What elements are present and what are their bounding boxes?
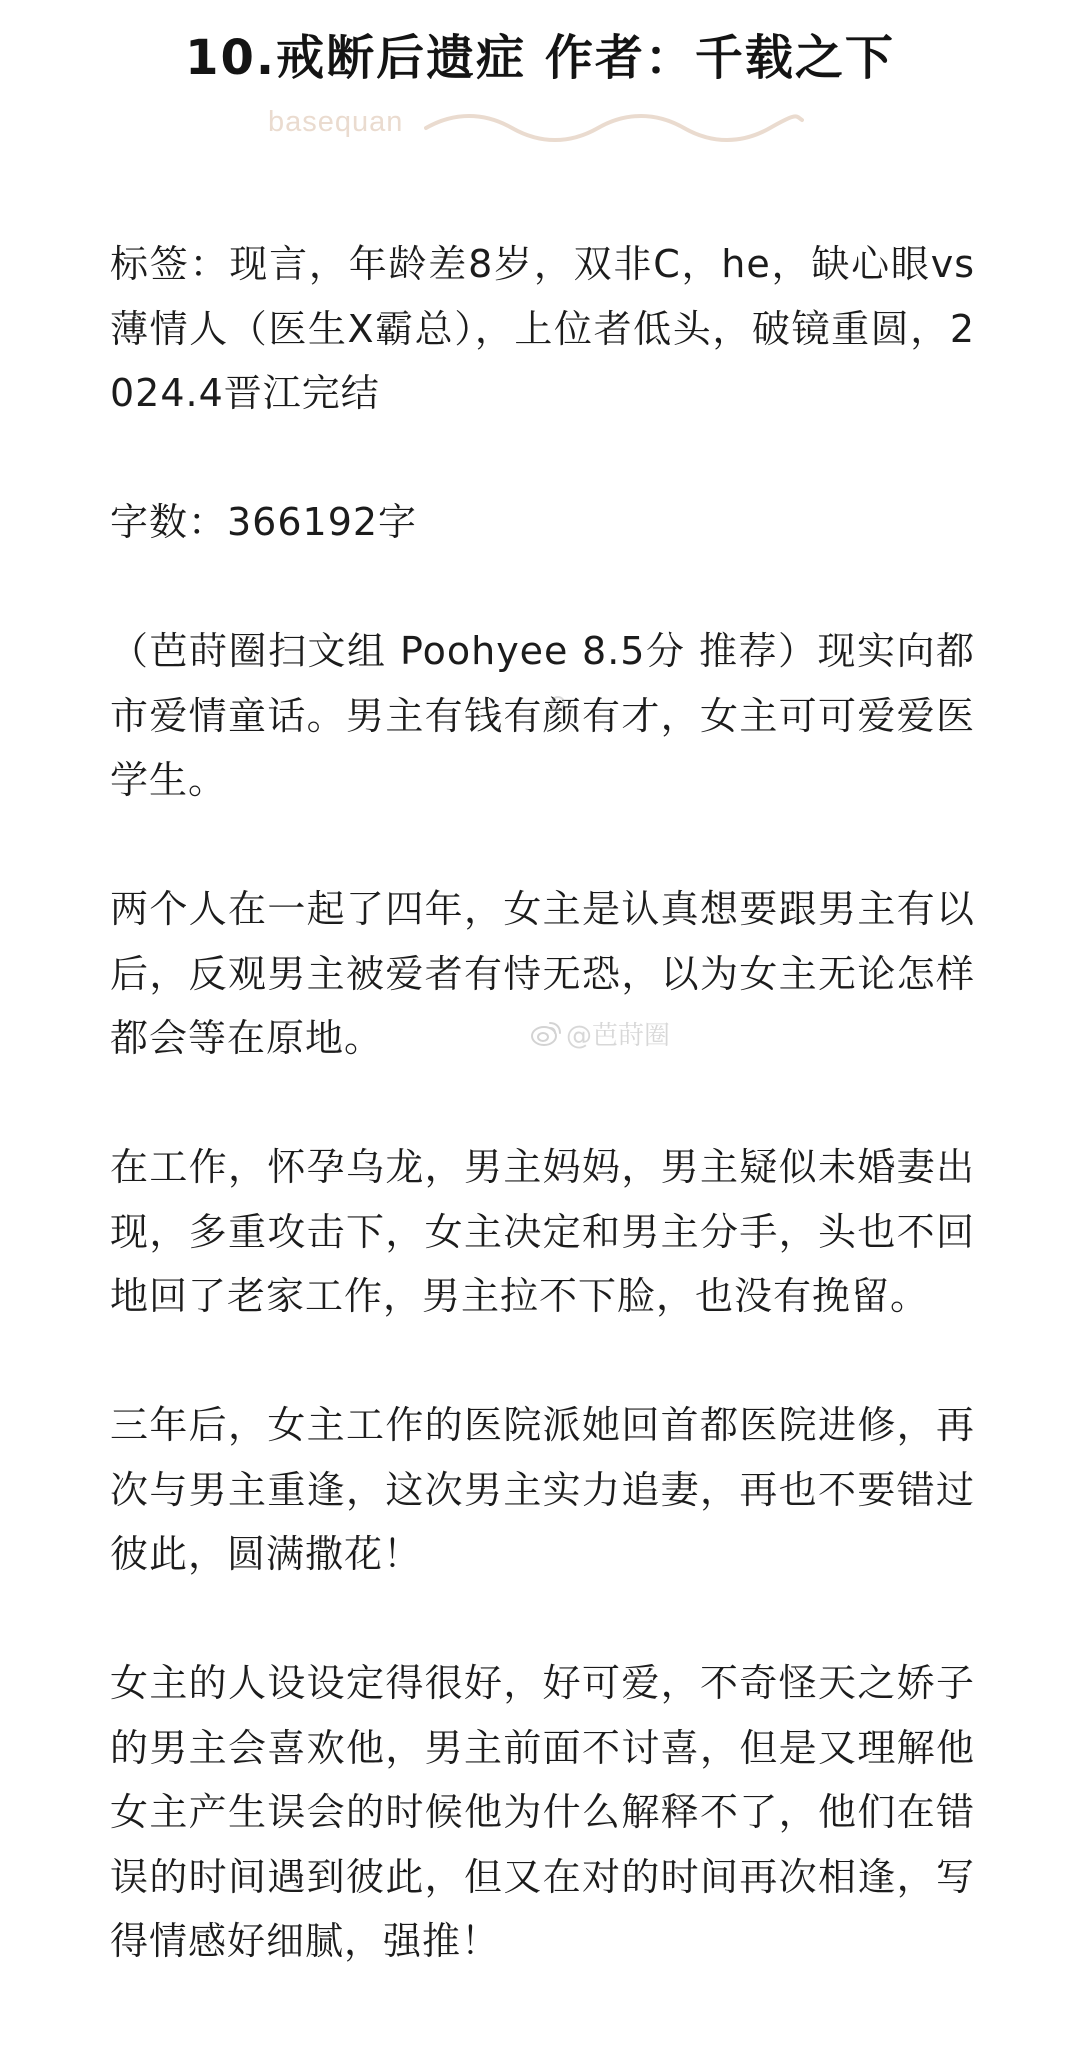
paragraph-word-count: 字数：366192字 — [110, 500, 418, 544]
brand-decoration — [268, 100, 808, 152]
paragraph-tags: 标签：现言，年龄差8岁，双非C，he，缺心眼vs薄情人（医生X霸总），上位者低头，破镜重圆，2024.4晋江完结 — [110, 242, 975, 415]
watermark-text: @芭莳圈 — [566, 1020, 671, 1051]
paragraph-summary-1: 两个人在一起了四年，女主是认真想要跟男主有以后，反观男主被爱者有恃无恐，以为女主无论怎样都会等在原地。 — [110, 887, 975, 1060]
article-body — [110, 232, 975, 2038]
wave-divider-icon — [424, 108, 804, 148]
weibo-icon — [530, 1018, 562, 1048]
watermark — [530, 1013, 670, 1053]
paragraph-summary-2: 在工作，怀孕乌龙，男主妈妈，男主疑似未婚妻出现，多重攻击下，女主决定和男主分手，头也不回地回了老家工作，男主拉不下脸，也没有挽留。 — [110, 1145, 975, 1318]
paragraph-recommendation: （芭莳圈扫文组 Poohyee 8.5分 推荐）现实向都市爱情童话。男主有钱有颜有才，女主可可爱爱医学生。 — [110, 629, 975, 802]
paragraph-summary-3: 三年后，女主工作的医院派她回首都医院进修，再次与男主重逢，这次男主实力追妻，再也不要错过彼此，圆满撒花！ — [110, 1403, 975, 1576]
faint-mark-icon — [548, 693, 568, 713]
page-title: 10.戒断后遗症 作者：千载之下 — [185, 30, 895, 86]
brand-text: basequan — [268, 106, 404, 138]
paragraph-review: 女主的人设设定得很好，好可爱，不奇怪天之娇子的男主会喜欢他，男主前面不讨喜，但是又理解他女主产生误会的时候他为什么解释不了，他们在错误的时间遇到彼此，但又在对的时间再次相逢，写得情感好细腻，强推！ — [110, 1661, 975, 1963]
